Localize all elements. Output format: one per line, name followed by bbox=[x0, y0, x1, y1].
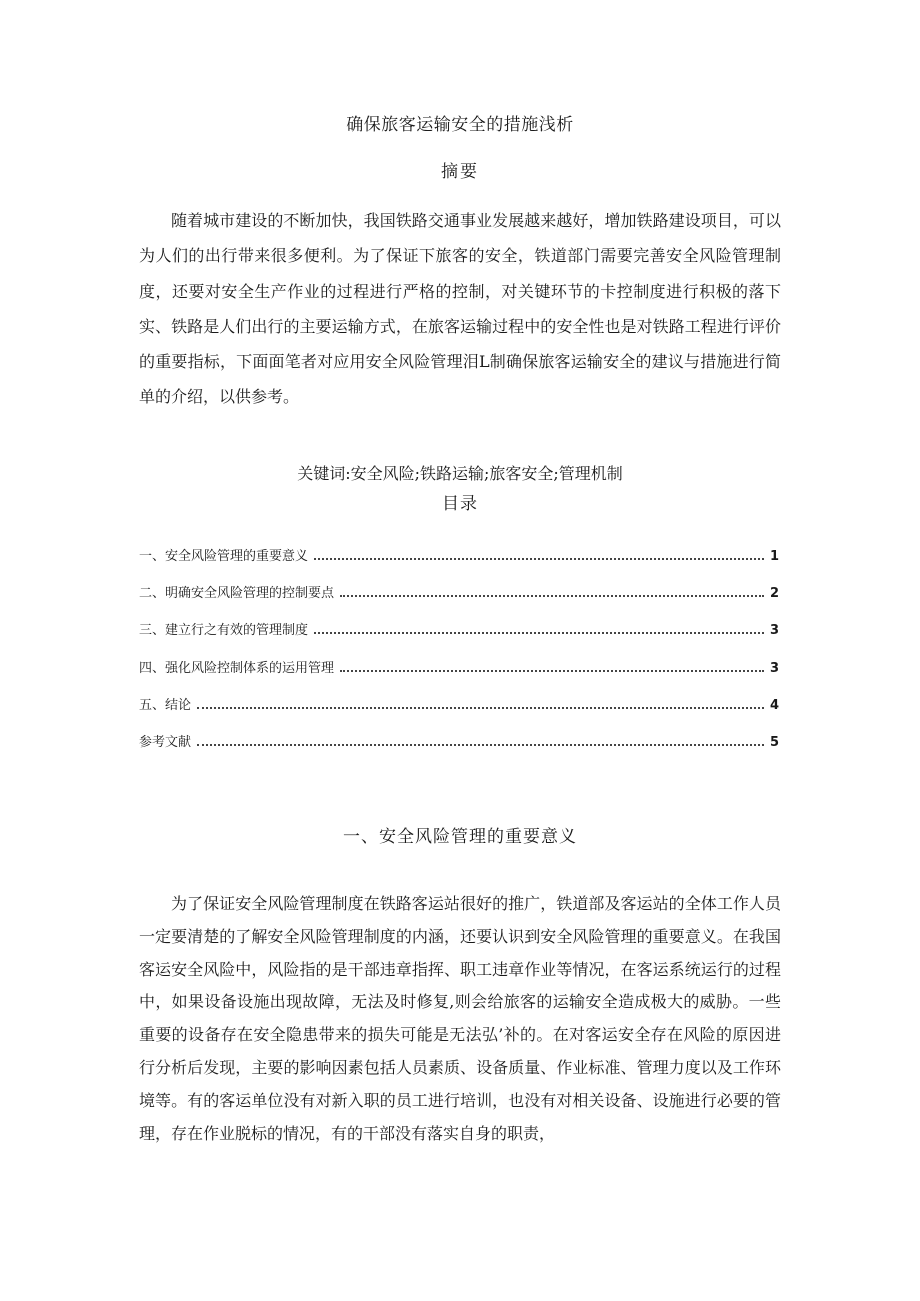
document-title: 确保旅客运输安全的措施浅析 bbox=[346, 115, 574, 135]
toc-dot-leader bbox=[314, 558, 764, 560]
toc-entry-label: 参考文献 bbox=[139, 734, 192, 750]
toc-entry-page: 1 bbox=[769, 549, 779, 564]
toc-dot-leader bbox=[197, 707, 764, 709]
toc-entry-label: 五、结论 bbox=[139, 697, 192, 713]
toc-entry-page: 5 bbox=[769, 734, 779, 750]
toc-entry[interactable] bbox=[139, 582, 779, 619]
toc-entry-label: 三、建立行之有效的管理制度 bbox=[139, 623, 309, 639]
toc-entry-page: 3 bbox=[769, 623, 779, 639]
toc-entry[interactable] bbox=[139, 731, 779, 768]
section-heading: 一、安全风险管理的重要意义 bbox=[343, 827, 577, 847]
toc-dot-leader bbox=[197, 744, 764, 746]
toc-entry-page: 2 bbox=[769, 586, 779, 602]
toc-entry-label: 二、明确安全风险管理的控制要点 bbox=[139, 586, 335, 602]
section-paragraph: 为了保证安全风险管理制度在铁路客运站很好的推广，铁道部及客运站的全体工作人员一定要清楚的了解安全风险管理制度的内涵，还要认识到安全风险管理的重要意义。在我国客运安全风险中，风险指的是干部违章指挥、职工违章作业等情况，在客运系统运行的过程中，如果设备设施出现故障，无法及时修复,则会给旅客的运输安全造成极大的威胁。一些重要的设备存在安全隐患带来的损失可能是无法弘’补的。在对客运安全存在风险的原因进行分析后发现，主要的影响因素包括人员素质、设备质量、作业标准、管理力度以及工作环境等。有的客运单位没有对新入职的员工进行培训，也没有对相关设备、设施进行必要的管理，存在作业脱标的情况，有的干部没有落实自身的职责， bbox=[139, 894, 781, 1143]
toc-entry[interactable] bbox=[139, 619, 779, 656]
keywords-line: 关键词:安全风险;铁路运输;旅客安全;管理机制 bbox=[297, 464, 623, 483]
toc-heading: 目录 bbox=[442, 494, 478, 514]
toc-entry[interactable] bbox=[139, 694, 779, 731]
toc-entry-label: 一、安全风险管理的重要意义 bbox=[139, 549, 309, 564]
toc-dot-leader bbox=[340, 595, 764, 597]
toc-dot-leader bbox=[340, 670, 764, 672]
toc-entry[interactable] bbox=[139, 657, 779, 694]
table-of-contents bbox=[139, 545, 779, 768]
abstract-heading: 摘要 bbox=[441, 162, 479, 182]
toc-entry-page: 3 bbox=[769, 660, 779, 676]
toc-entry-label: 四、强化风险控制体系的运用管理 bbox=[139, 660, 335, 676]
toc-dot-leader bbox=[314, 632, 764, 634]
toc-entry-page: 4 bbox=[769, 697, 779, 713]
toc-entry[interactable] bbox=[139, 545, 779, 582]
abstract-paragraph: 随着城市建设的不断加快，我国铁路交通事业发展越来越好，增加铁路建设项目，可以为人们的出行带来很多便利。为了保证下旅客的安全，铁道部门需要完善安全风险管理制度，还要对安全生产作业的过程进行严格的控制，对关键环节的卡控制度进行积极的落下实、铁路是人们出行的主要运输方式，在旅客运输过程中的安全性也是对铁路工程进行评价的重要指标，下面面笔者对应用安全风险管理泪L制确保旅客运输安全的建议与措施进行简单的介绍，以供参考。 bbox=[139, 211, 781, 407]
